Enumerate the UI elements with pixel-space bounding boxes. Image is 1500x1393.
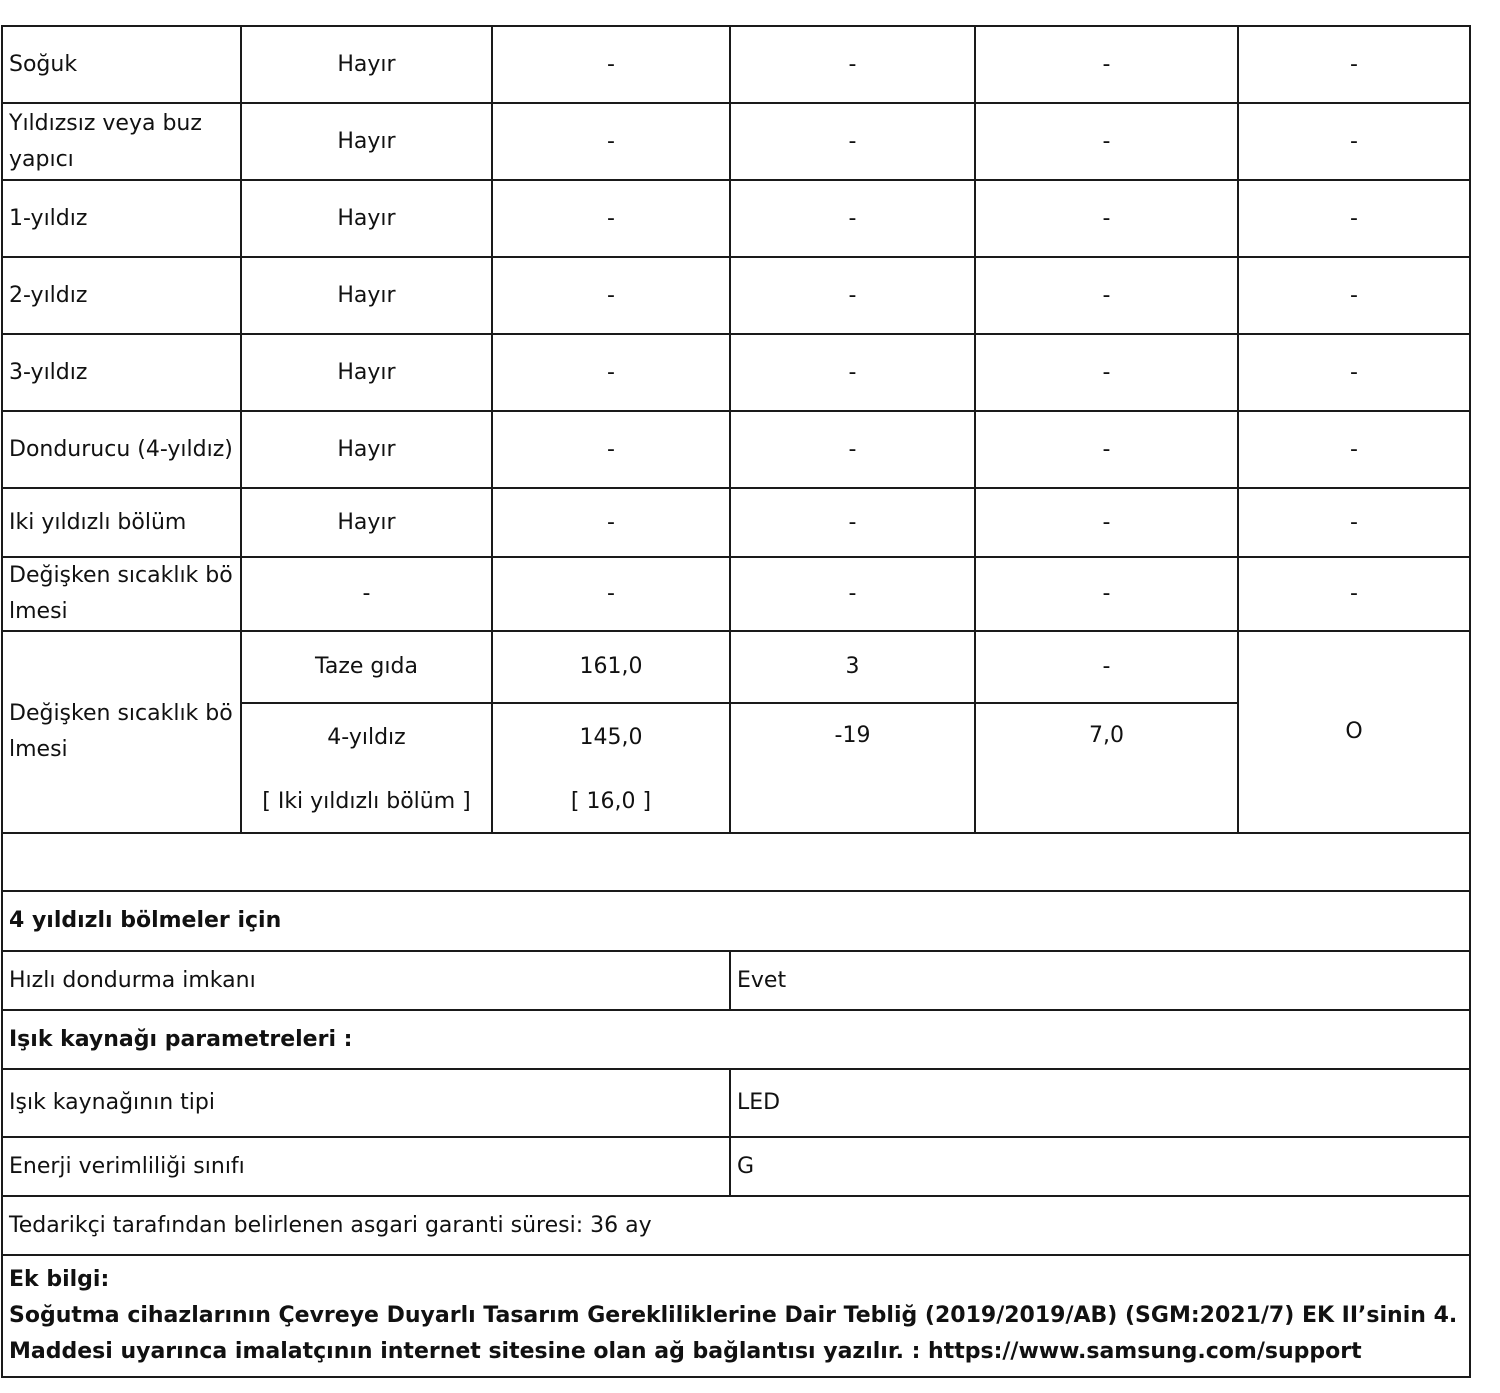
table-cell: - xyxy=(975,488,1238,557)
table-row xyxy=(2,180,1470,257)
table-cell: - xyxy=(730,180,975,257)
table-cell: Hayır xyxy=(241,26,492,103)
spacer-row xyxy=(2,834,1470,891)
energy-class-value: G xyxy=(730,1137,1470,1196)
table-row xyxy=(2,411,1470,488)
variable-label: Değişken sıcaklık bö lmesi xyxy=(2,631,241,833)
table-cell: - xyxy=(492,26,730,103)
table-row xyxy=(2,103,1470,180)
fresh-name: Taze gıda xyxy=(241,631,492,703)
variable-mark: O xyxy=(1238,631,1470,833)
table-cell: - xyxy=(1238,334,1470,411)
table-row xyxy=(2,1137,1470,1196)
row-label: Yıldızsız veya buz yapıcı xyxy=(2,103,241,180)
table-cell: - xyxy=(730,334,975,411)
freezer-temp: -19 xyxy=(730,703,975,833)
table-cell: - xyxy=(492,411,730,488)
table-row xyxy=(2,951,1470,1010)
fresh-volume: 161,0 xyxy=(492,631,730,703)
table-cell: - xyxy=(1238,488,1470,557)
table-cell: - xyxy=(492,103,730,180)
row-label: Dondurucu (4-yıldız) xyxy=(2,411,241,488)
row-label: 3-yıldız xyxy=(2,334,241,411)
table-row xyxy=(2,26,1470,103)
table-row xyxy=(2,1010,1470,1069)
fast-freeze-value: Evet xyxy=(730,951,1470,1010)
table-cell: - xyxy=(1238,257,1470,334)
table-row xyxy=(2,891,1470,951)
table-cell: - xyxy=(1238,411,1470,488)
table-cell: - xyxy=(730,411,975,488)
table-cell: - xyxy=(975,103,1238,180)
table-cell: - xyxy=(730,257,975,334)
table-cell: - xyxy=(492,557,730,631)
table-row xyxy=(2,1196,1470,1255)
table-cell: - xyxy=(1238,26,1470,103)
two-star-volume: [ 16,0 ] xyxy=(492,771,730,833)
table-cell: Hayır xyxy=(241,257,492,334)
empty-cell xyxy=(2,834,1470,891)
table-cell: - xyxy=(492,180,730,257)
table-cell: - xyxy=(1238,180,1470,257)
table-cell: - xyxy=(1238,103,1470,180)
table-cell: - xyxy=(241,557,492,631)
table-cell: - xyxy=(975,257,1238,334)
extra-heading: Ek bilgi: xyxy=(9,1267,110,1292)
table-cell: - xyxy=(975,26,1238,103)
four-star-heading: 4 yıldızlı bölmeler için xyxy=(2,891,1470,951)
light-type-value: LED xyxy=(730,1069,1470,1137)
extra-info xyxy=(2,1255,1470,1377)
table-cell: Hayır xyxy=(241,180,492,257)
table-cell: - xyxy=(730,557,975,631)
table-cell: - xyxy=(975,334,1238,411)
table-row xyxy=(2,334,1470,411)
table-row xyxy=(2,257,1470,334)
fast-freeze-label: Hızlı dondurma imkanı xyxy=(2,951,730,1010)
table-cell: - xyxy=(730,103,975,180)
row-label: Iki yıldızlı bölüm xyxy=(2,488,241,557)
extra-text: Soğutma cihazlarının Çevreye Duyarlı Tasarım Gerekliliklerine Dair Tebliğ (2019/2019/AB) (SGM:2021/7) EK II’sinin 4. Maddesi uyarınca imalatçının internet sitesine olan ağ bağlantısı yazılır. : https://www.samsung.com/support xyxy=(9,1303,1458,1364)
fresh-temp: 3 xyxy=(730,631,975,703)
table-cell: - xyxy=(730,26,975,103)
table-cell: - xyxy=(975,411,1238,488)
row-label: 1-yıldız xyxy=(2,180,241,257)
table-row xyxy=(2,631,1470,703)
table-row xyxy=(2,1255,1470,1377)
table-row xyxy=(2,557,1470,631)
row-label: 2-yıldız xyxy=(2,257,241,334)
details-table xyxy=(1,834,1471,1378)
table-cell: - xyxy=(975,557,1238,631)
table-cell: - xyxy=(492,257,730,334)
table-cell: Hayır xyxy=(241,411,492,488)
energy-class-label: Enerji verimliliği sınıfı xyxy=(2,1137,730,1196)
table-cell: - xyxy=(492,488,730,557)
light-heading: Işık kaynağı parametreleri : xyxy=(2,1010,1470,1069)
spec-sheet xyxy=(1,25,1469,1378)
table-cell: - xyxy=(1238,557,1470,631)
table-row xyxy=(2,488,1470,557)
row-label: Değişken sıcaklık bö lmesi xyxy=(2,557,241,631)
freezer-capacity: 7,0 xyxy=(975,703,1238,833)
table-cell: - xyxy=(975,180,1238,257)
table-cell: - xyxy=(492,334,730,411)
table-cell: Hayır xyxy=(241,103,492,180)
row-label: Soğuk xyxy=(2,26,241,103)
light-type-label: Işık kaynağının tipi xyxy=(2,1069,730,1137)
fresh-capacity: - xyxy=(975,631,1238,703)
freezer-name: 4-yıldız xyxy=(241,703,492,771)
two-star-name: [ Iki yıldızlı bölüm ] xyxy=(241,771,492,833)
compartment-table xyxy=(1,25,1471,834)
table-cell: Hayır xyxy=(241,334,492,411)
table-cell: - xyxy=(730,488,975,557)
freezer-volume: 145,0 xyxy=(492,703,730,771)
warranty-text: Tedarikçi tarafından belirlenen asgari garanti süresi: 36 ay xyxy=(2,1196,1470,1255)
table-cell: Hayır xyxy=(241,488,492,557)
table-row xyxy=(2,1069,1470,1137)
